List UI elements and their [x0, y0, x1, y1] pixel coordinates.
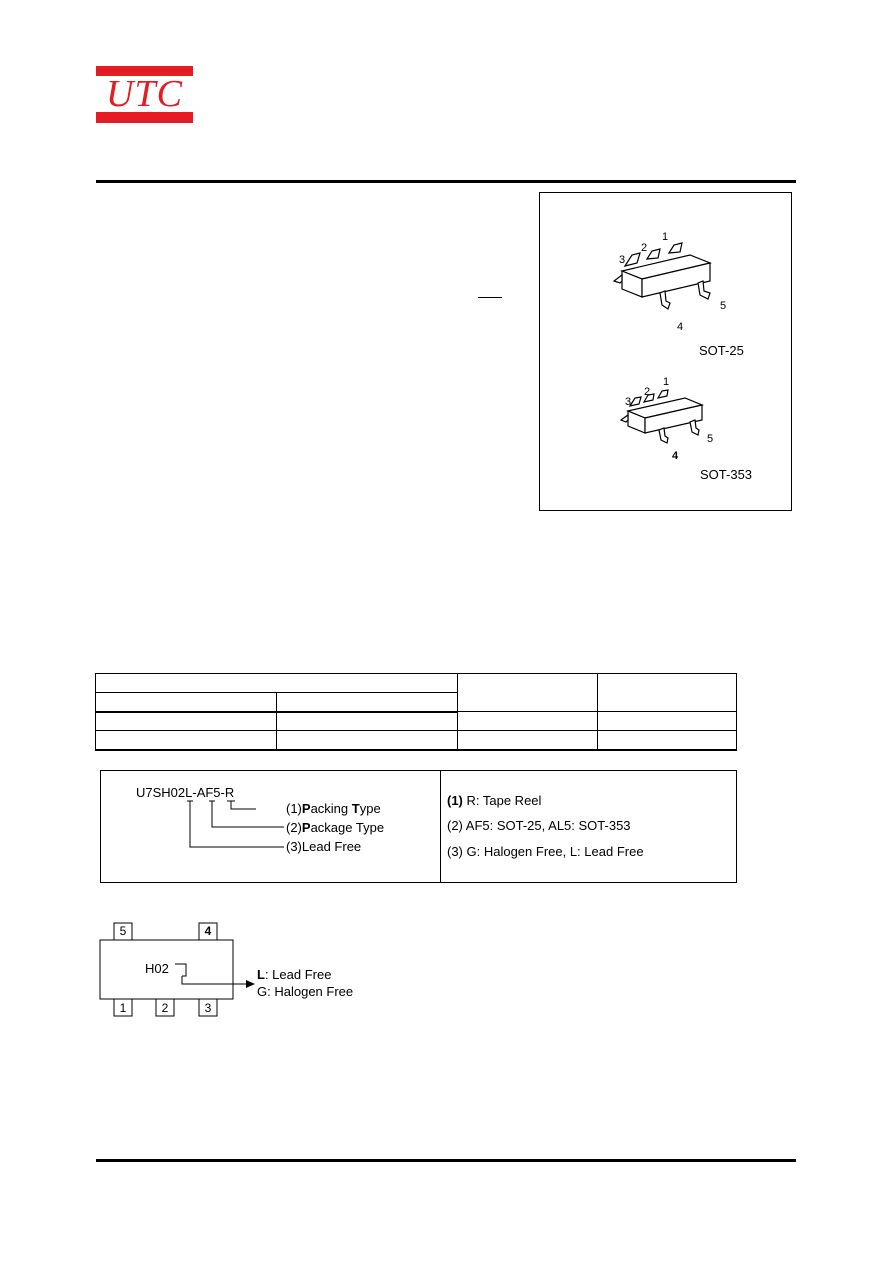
arrow-head	[246, 980, 255, 988]
header-rule	[96, 180, 796, 183]
marking-diagram	[95, 920, 395, 1030]
sot353-pin-4: 4	[672, 450, 679, 462]
table-cell	[598, 731, 737, 750]
marking-pin-1: 1	[119, 1001, 127, 1015]
desc-2: (2) AF5: SOT-25, AL5: SOT-353	[447, 818, 631, 833]
sot-25-label: SOT-25	[699, 343, 744, 358]
marking-code: H02	[145, 961, 169, 976]
table-cell	[96, 731, 277, 750]
footer-rule	[96, 1159, 796, 1162]
sot353-pin-3: 3	[625, 396, 632, 408]
logo-text: UTC	[106, 73, 183, 115]
table-cell	[277, 693, 458, 712]
table-cell	[458, 731, 598, 750]
sot-25-drawing	[614, 243, 710, 309]
table-row	[96, 731, 737, 750]
desc-1: (1) R: Tape Reel	[447, 793, 542, 808]
sot25-pin-2: 2	[641, 242, 648, 254]
field-2-label: (2)Package Type	[286, 820, 385, 835]
sot-353-drawing	[621, 390, 702, 443]
desc-3: (3) G: Halogen Free, L: Lead Free	[447, 844, 644, 859]
marking-pin-3: 3	[204, 1001, 212, 1015]
table-cell	[96, 693, 277, 712]
package-drawings-svg	[540, 193, 793, 512]
marking-pin-4: 4	[204, 924, 212, 938]
sot-353-label: SOT-353	[700, 467, 753, 482]
overline-mark	[478, 297, 502, 298]
sot353-pin-2: 2	[644, 386, 651, 398]
table-cell	[96, 712, 277, 731]
table-cell	[598, 674, 737, 712]
utc-logo	[96, 66, 193, 123]
marking-pin-5: 5	[119, 924, 127, 938]
sot25-pin-3: 3	[619, 254, 626, 266]
part-number: U7SH02L-AF5-R	[136, 785, 235, 800]
marking-note-halogen-free: G: Halogen Free	[257, 984, 354, 999]
marking-pin-2: 2	[161, 1001, 169, 1015]
table-header-row	[96, 674, 737, 693]
table-cell	[598, 712, 737, 731]
table-cell	[277, 731, 458, 750]
table-cell	[458, 712, 598, 731]
table-cell	[458, 674, 598, 712]
table-row	[96, 712, 737, 731]
sot25-pin-4: 4	[677, 321, 684, 333]
marking-note-lead-free: L: Lead Free	[257, 967, 332, 982]
table-cell	[277, 712, 458, 731]
field-1-label: (1)Packing Type	[286, 801, 381, 816]
ordering-code-box	[100, 770, 737, 883]
code-box-divider	[440, 771, 441, 882]
ordering-info-table	[95, 673, 737, 751]
sot25-pin-1: 1	[662, 231, 669, 243]
field-3-label: (3)Lead Free	[286, 839, 362, 854]
table-cell	[96, 674, 458, 693]
sot353-pin-5: 5	[707, 433, 714, 445]
package-drawings-box	[539, 192, 792, 511]
sot353-pin-1: 1	[663, 376, 670, 388]
sot25-pin-5: 5	[720, 300, 727, 312]
